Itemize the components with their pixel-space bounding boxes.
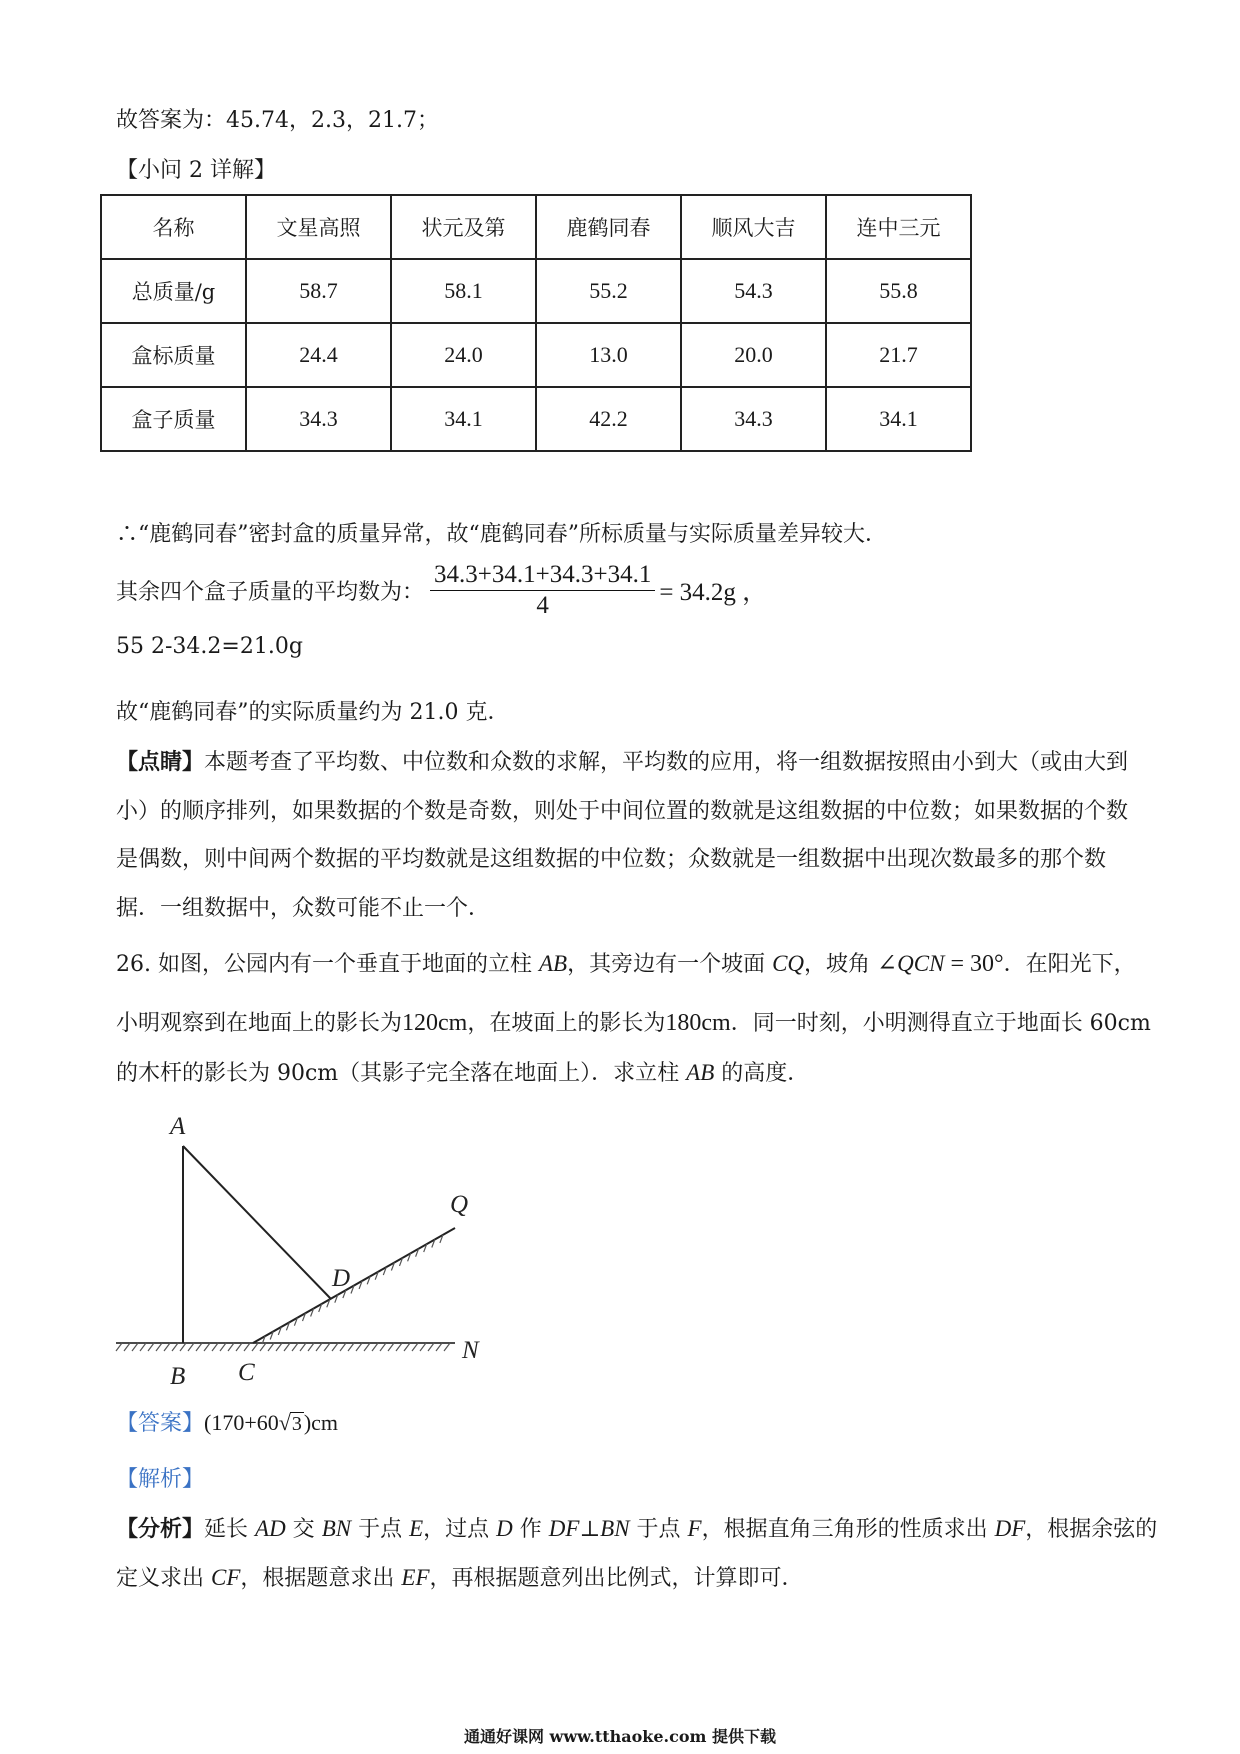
analysis-line-1-text-segment-1: AD	[255, 1516, 286, 1541]
subquestion-heading: 【小问 2 详解】	[116, 158, 276, 183]
problem-26-line-3	[116, 1058, 809, 1088]
problem-26-line-2-segment-1: 120cm	[402, 1010, 468, 1036]
table-row	[101, 259, 971, 323]
table-cell: 34.1	[391, 387, 536, 451]
problem-26-line-2-segment-0: 小明观察到在地面上的影长为	[116, 1011, 403, 1036]
answer-summary-line: 故答案为：45.74，2.3，21.7；	[116, 108, 439, 133]
analysis-line-2	[116, 1563, 804, 1593]
table-cell: 58.7	[246, 259, 391, 323]
problem-26-line-2	[116, 1008, 1151, 1038]
label-d: D	[332, 1265, 351, 1292]
analysis-line-2-segment-0: 定义求出	[116, 1566, 211, 1591]
analysis-line-1-text-segment-2: 交	[285, 1517, 322, 1542]
analysis-line-1-text-segment-3: BN	[321, 1516, 352, 1541]
problem-26-line-2-segment-4: ．同一时刻，小明测得直立于地面长 60cm	[730, 1011, 1151, 1036]
analysis-line-1-text-segment-12: 于点	[629, 1517, 688, 1542]
analysis-label: 【分析】	[116, 1516, 205, 1542]
table-cell: 20.0	[681, 323, 826, 387]
analysis-line-1-text-segment-7: D	[496, 1516, 513, 1541]
problem-26-line-3-segment-2: 的高度．	[714, 1061, 810, 1086]
table-cell: 55.2	[536, 259, 681, 323]
table-header-cell: 文星高照	[246, 195, 391, 259]
analysis-line-2-segment-3: EF	[401, 1565, 430, 1590]
problem-26-line-1-segment-8: ．在阳光下，	[1003, 952, 1136, 977]
problem-26-line-1-segment-4: ，坡角	[804, 952, 878, 977]
table-row-label: 盒标质量	[101, 323, 246, 387]
average-formula	[116, 557, 767, 623]
analysis-line-1-text-segment-0: 延长	[204, 1517, 256, 1542]
analysis-line-1-text-segment-11: BN	[600, 1516, 630, 1541]
problem-26-line-1-segment-0: 26. 如图，公园内有一个垂直于地面的立柱	[116, 952, 539, 977]
problem-26-line-1-segment-1: AB	[538, 951, 568, 976]
analysis-line-1	[116, 1514, 1157, 1544]
subtraction-line: 55 2-34.2=21.0g	[116, 634, 303, 659]
analysis-line-1-text-segment-14: ，根据直角三角形的性质求出	[701, 1517, 995, 1542]
table-cell: 21.7	[826, 323, 971, 387]
table-cell: 34.1	[826, 387, 971, 451]
problem-26-line-1	[116, 949, 1136, 979]
page-footer: 通通好课网 www.tthaoke.com 提供下载	[463, 1727, 777, 1746]
analysis-line-1-text-segment-5: E	[409, 1516, 424, 1541]
analysis-line-1-text	[204, 1517, 1157, 1542]
radical-sign: √	[278, 1410, 291, 1435]
analysis-line-1-text-segment-16: ，根据余弦的	[1025, 1517, 1158, 1542]
problem-26-line-3-segment-0: 的木杆的影长为 90cm（其影子完全落在地面上）．求立柱	[116, 1061, 687, 1086]
table-row-label: 盒子质量	[101, 387, 246, 451]
comment-label: 【点睛】	[116, 749, 205, 775]
table-header-cell: 名称	[101, 195, 246, 259]
analysis-line-1-text-segment-10: ⊥	[579, 1517, 601, 1542]
comment-text: 本题考查了平均数、中位数和众数的求解，平均数的应用，将一组数据按照由小到大（或由大到	[204, 750, 1129, 775]
table-cell: 58.1	[391, 259, 536, 323]
analysis-line-2-segment-2: ，根据题意求出	[240, 1566, 402, 1591]
table-cell: 13.0	[536, 323, 681, 387]
table-header-cell: 顺风大吉	[681, 195, 826, 259]
table-cell: 55.8	[826, 259, 971, 323]
light-ray-ad	[183, 1146, 331, 1299]
comment-line-3: 是偶数，则中间两个数据的平均数就是这组数据的中位数；众数就是一组数据中出现次数最多的那个数	[116, 847, 1107, 872]
answer-label: 【答案】	[116, 1411, 205, 1436]
comment-line-1	[116, 747, 1128, 777]
table-header-cell: 状元及第	[391, 195, 536, 259]
problem-26-line-1-segment-7: = 30°	[944, 951, 1004, 977]
problem-26-line-2-segment-3: 180cm	[665, 1010, 731, 1036]
ground-hatching	[116, 1343, 450, 1351]
problem-26-line-1-segment-2: ，其旁边有一个坡面	[567, 952, 773, 977]
table-header-cell: 连中三元	[826, 195, 971, 259]
analysis-line-1-text-segment-13: F	[687, 1516, 702, 1541]
comment-line-4: 据．一组数据中，众数可能不止一个．	[116, 896, 491, 921]
label-c: C	[238, 1359, 255, 1386]
table-cell: 24.4	[246, 323, 391, 387]
comment-line-2: 小）的顺序排列，如果数据的个数是奇数，则处于中间位置的数就是这组数据的中位数；如果数据的个数	[116, 799, 1129, 824]
problem-26-line-3-segment-1: AB	[686, 1060, 715, 1085]
analysis-line-1-text-segment-9: DF	[548, 1516, 580, 1541]
label-b: B	[170, 1363, 186, 1390]
answer-suffix: )cm	[303, 1410, 339, 1435]
final-answer-line: 故“鹿鹤同春”的实际质量约为 21.0 克．	[116, 700, 510, 725]
table-row	[101, 387, 971, 451]
problem-26-line-1-segment-6: QCN	[897, 951, 945, 976]
analysis-line-1-text-segment-15: DF	[994, 1516, 1026, 1541]
fraction-numerator: 34.3+34.1+34.3+34.1	[430, 560, 655, 591]
table-cell: 34.3	[246, 387, 391, 451]
problem-26-line-1-segment-3: CQ	[772, 951, 805, 976]
table-row	[101, 323, 971, 387]
average-fraction	[430, 560, 655, 621]
average-lead-text: 其余四个盒子质量的平均数为：	[116, 579, 425, 605]
analysis-line-1-text-segment-8: 作	[512, 1517, 549, 1542]
table-cell: 24.0	[391, 323, 536, 387]
answer-prefix: (170+60	[204, 1410, 279, 1435]
analysis-line-1-text-segment-6: ，过点	[423, 1517, 497, 1542]
solution-label: 【解析】	[116, 1467, 205, 1492]
label-a: A	[170, 1113, 186, 1140]
table-row-label: 总质量/g	[101, 259, 246, 323]
label-n: N	[462, 1337, 479, 1364]
table-cell: 34.3	[681, 387, 826, 451]
radicand: 3	[291, 1413, 302, 1435]
analysis-line-1-text-segment-4: 于点	[351, 1517, 410, 1542]
table-header-cell: 鹿鹤同春	[536, 195, 681, 259]
analysis-line-2-segment-4: ，再根据题意列出比例式，计算即可．	[429, 1566, 804, 1591]
table-cell: 54.3	[681, 259, 826, 323]
analysis-line-2-segment-1: CF	[211, 1565, 241, 1590]
answer-line	[116, 1408, 338, 1438]
conclusion-line: ∴“鹿鹤同春”密封盒的质量异常，故“鹿鹤同春”所标质量与实际质量差异较大．	[116, 522, 887, 547]
table-cell: 42.2	[536, 387, 681, 451]
label-q: Q	[450, 1191, 469, 1218]
table-header-row	[101, 195, 971, 259]
mass-table	[100, 194, 972, 452]
problem-26-line-2-segment-2: ，在坡面上的影长为	[467, 1011, 666, 1036]
fraction-denominator: 4	[536, 591, 549, 619]
geometry-figure	[100, 1100, 520, 1400]
problem-26-line-1-segment-5: ∠	[877, 951, 898, 977]
average-result: = 34.2g ，	[659, 579, 768, 606]
